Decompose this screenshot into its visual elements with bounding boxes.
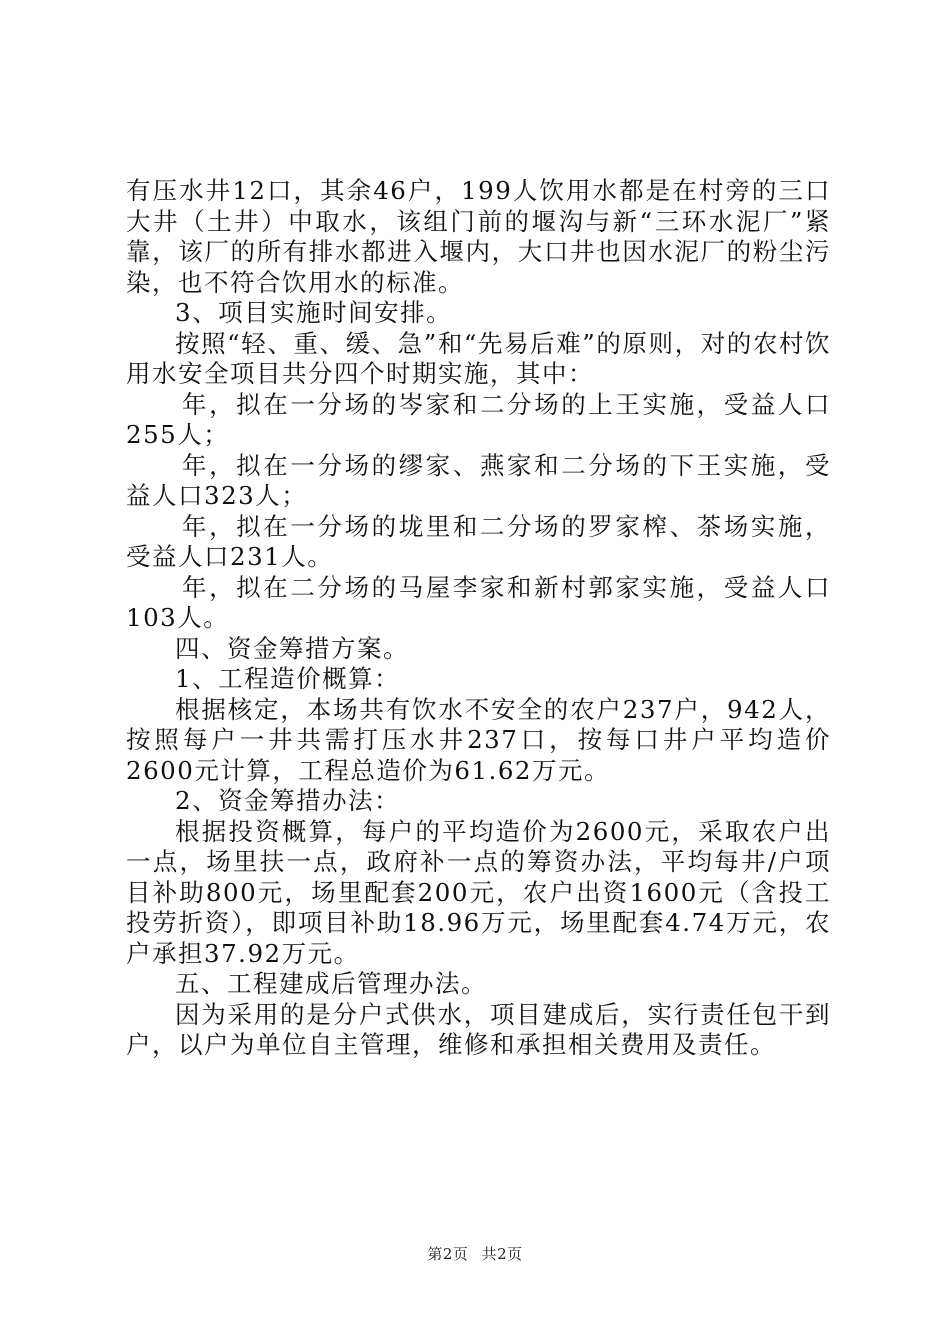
paragraph-funding-method: 根据投资概算，每户的平均造价为2600元，采取农户出一点，场里扶一点，政府补一点的筹资办法，平均每井/户项目补助800元，场里配套200元，农户出资1600元（含投工投劳折资），即项目补助18.96万元，场里配套4.74万元，农户承担37.92万元。 [126,816,831,968]
paragraph-phase-four: 年，拟在二分场的马屋李家和新村郭家实施，受益人口103人。 [126,572,831,632]
document-body [126,176,831,1061]
heading-post-construction-management: 五、工程建成后管理办法。 [175,969,487,998]
paragraph-phase-three: 年，拟在一分场的垅里和二分场的罗家榨、茶场实施，受益人口231人。 [126,511,831,571]
heading-funding-plan: 四、资金筹措方案。 [175,633,409,663]
page-number-current: 第2页 [427,1245,469,1263]
paragraph-cost-estimate: 根据核定，本场共有饮水不安全的农户237户，942人，按照每户一井共需打压水井237口，按每口井户平均造价2600元计算，工程总造价为61.62万元。 [126,694,831,785]
page-number-total: 共2页 [481,1245,523,1263]
heading-funding-method: 2、资金筹措办法： [175,786,401,815]
paragraph-implementation-principle: 按照“轻、重、缓、急”和“先易后难”的原则，对的农村饮用水安全项目共分四个时期实施，其中： [126,328,831,388]
heading-implementation-schedule: 3、项目实施时间安排。 [175,298,453,327]
page-footer [0,1244,950,1264]
paragraph-phase-two: 年，拟在一分场的缪家、燕家和二分场的下王实施，受益人口323人； [126,450,831,510]
heading-cost-estimate: 1、工程造价概算： [175,664,401,693]
paragraph-water-source-status: 有压水井12口，其余46户，199人饮用水都是在村旁的三口大井（土井）中取水，该组门前的堰沟与新“三环水泥厂”紧靠，该厂的所有排水都进入堰内，大口井也因水泥厂的粉尘污染，也不符合饮用水的标准。 [126,176,831,297]
paragraph-phase-one: 年，拟在一分场的岑家和二分场的上王实施，受益人口255人； [126,389,831,449]
paragraph-post-construction-management: 因为采用的是分户式供水，项目建成后，实行责任包干到户，以户为单位自主管理，维修和承担相关费用及责任。 [126,999,831,1059]
